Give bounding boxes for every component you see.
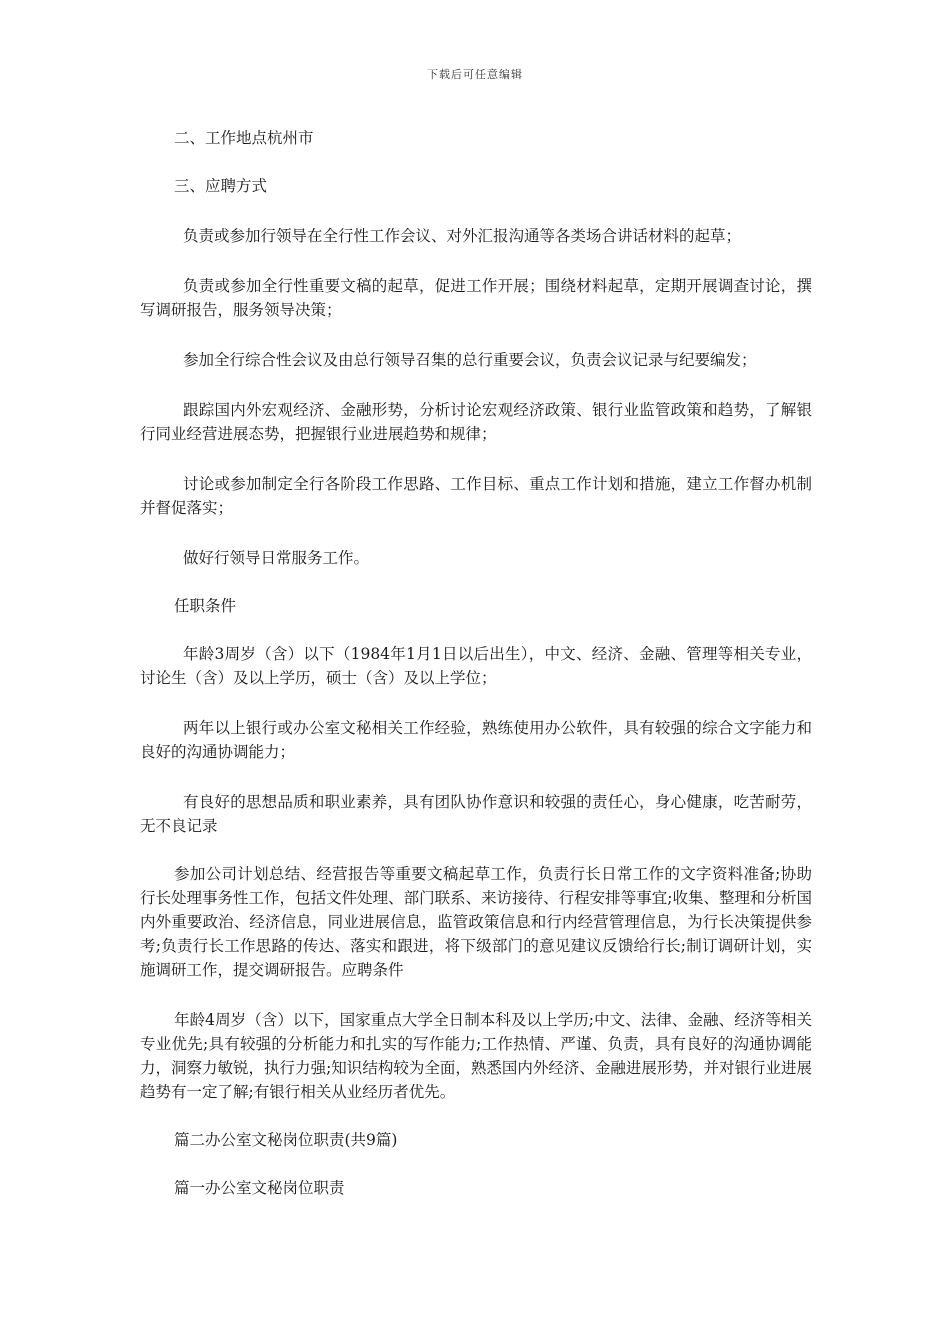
qualification-summary-paragraph: 年龄4周岁（含）以下，国家重点大学全日制本科及以上学历;中文、法律、金融、经济等相关专业优先;具有较强的分析能力和扎实的写作能力;工作热情、严谨、负责，具有良好的沟通协调能力，洞察力敏锐，执行力强;知识结构较为全面，熟悉国内外经济、金融进展形势，并对银行业进展趋势有一定了解;有银行相关从业经历者优先。 bbox=[140, 1011, 812, 1101]
duty-paragraph: 讨论或参加制定全行各阶段工作思路、工作目标、重点工作计划和措施，建立工作督办机制并督促落实； bbox=[140, 475, 812, 517]
section-qualifications: 任职条件 bbox=[174, 597, 237, 615]
duty-paragraph: 做好行领导日常服务工作。 bbox=[183, 549, 370, 567]
duty-paragraph: 参加全行综合性会议及由总行领导召集的总行重要会议，负责会议记录与纪要编发； bbox=[183, 351, 757, 369]
qualification-paragraph: 年龄3周岁（含）以下（1984年1月1日以后出生），中文、经济、金融、管理等相关专业，讨论生（含）及以上学历，硕士（含）及以上学位； bbox=[140, 645, 812, 687]
qualification-paragraph: 两年以上银行或办公室文秘相关工作经验，熟练使用办公软件，具有较强的综合文字能力和良好的沟通协调能力； bbox=[140, 719, 812, 761]
section-application-method: 三、应聘方式 bbox=[174, 177, 268, 195]
chapter-title: 篇二办公室文秘岗位职责(共9篇) bbox=[174, 1131, 398, 1149]
qualification-paragraph: 有良好的思想品质和职业素养，具有团队协作意识和较强的责任心，身心健康，吃苦耐劳，无不良记录 bbox=[140, 793, 812, 835]
duty-paragraph: 跟踪国内外宏观经济、金融形势，分析讨论宏观经济政策、银行业监管政策和趋势，了解银行同业经营进展态势，把握银行业进展趋势和规律； bbox=[140, 401, 812, 443]
duty-paragraph: 负责或参加行领导在全行性工作会议、对外汇报沟通等各类场合讲话材料的起草； bbox=[183, 227, 742, 245]
section-work-location: 二、工作地点杭州市 bbox=[174, 129, 314, 147]
document-body bbox=[140, 126, 812, 1200]
duty-summary-paragraph: 参加公司计划总结、经营报告等重要文稿起草工作，负责行长日常工作的文字资料准备;协助行长处理事务性工作，包括文件处理、部门联系、来访接待、行程安排等事宜;收集、整理和分析国内外重要政治、经济信息，同业进展信息，监管政策信息和行内经营管理信息，为行长决策提供参考;负责行长工作思路的传达、落实和跟进，将下级部门的意见建议反馈给行长;制订调研计划，实施调研工作，提交调研报告。应聘条件 bbox=[140, 865, 812, 979]
header-note: 下载后可任意编辑 bbox=[427, 68, 523, 81]
duty-paragraph: 负责或参加全行性重要文稿的起草，促进工作开展；围绕材料起草，定期开展调查讨论，撰写调研报告，服务领导决策； bbox=[140, 277, 812, 319]
chapter-title: 篇一办公室文秘岗位职责 bbox=[174, 1179, 345, 1197]
